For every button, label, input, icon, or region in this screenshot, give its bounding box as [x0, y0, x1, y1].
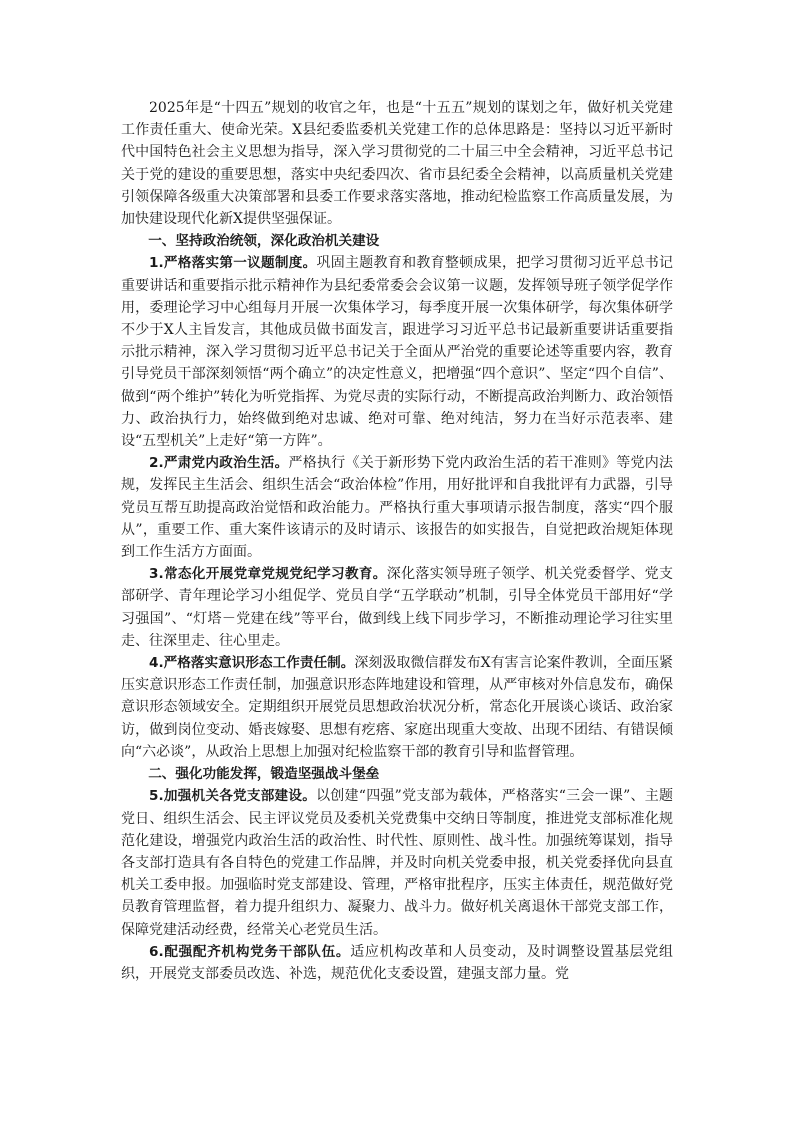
item-paragraph-3	[121, 563, 673, 652]
item-paragraph-2	[121, 452, 673, 563]
intro-paragraph: 2025年是“十四五”规划的收官之年，也是“十五五”规划的谋划之年，做好机关党建工作责任重大、使命光荣。X县纪委监委机关党建工作的总体思路是：坚持以习近平新时代中国特色社会主义思想为指导，深入学习贯彻党的二十届三中全会精神，习近平总书记关于党的建设的重要思想，落实中央纪委四次、省市县纪委全会精神，以高质量机关党建引领保障各级重大决策部署和县委工作要求落实落地，推动纪检监察工作高质量发展，为加快建设现代化新X提供坚强保证。	[121, 100, 673, 228]
item-body-4: 深刻汲取微信群发布X有害言论案件教训，全面压紧压实意识形态工作责任制，加强意识形态阵地建设和管理，从严审核对外信息发布，确保意识形态领域安全。定期组织开展党员思想政治状况分析，常态化开展谈心谈话、政治家访，做到岗位变动、婚丧嫁娶、思想有疙瘩、家庭出现重大变故、出现不团结、有错误倾向“六必谈”，从政治上思想上加强对纪检监察干部的教育引导和监督管理。	[121, 655, 674, 760]
section-heading-2: 二、强化功能发挥，锻造坚强战斗堡垒	[148, 766, 380, 783]
item-body-5: 以创建“四强”党支部为载体，严格落实“三会一课”、主题党日、组织生活会、民主评议党员及委机关党费集中交纳日等制度，推进党支部标准化规范化建设，增强党内政治生活的政治性、时代性、原则性、战斗性。加强统筹谋划，指导各支部打造具有各自特色的党建工作品牌，并及时向机关党委申报，机关党委择优向县直机关工委申报。加强临时党支部建设、管理，严格审批程序，压实主体责任，规范做好党员教育管理监督，着力提升组织力、凝聚力、战斗力。做好机关离退休干部党支部工作，保障党建活动经费，经常关心老党员生活。	[121, 788, 673, 938]
item-body-1: 巩固主题教育和教育整顿成果，把学习贯彻习近平总书记重要讲话和重要指示批示精神作为县纪委常委会会议第一议题，发挥领导班子领学促学作用，委理论学习中心组每月开展一次集体学习，每季度开展一次集体研学，每次集体研学不少于X人主旨发言，其他成员做书面发言，跟进学习习近平总书记最新重要讲话重要指示批示精神，深入学习贯彻习近平总书记关于全面从严治党的重要论述等重要内容，教育引导党员干部深刻领悟“两个确立”的决定性意义，把增强“四个意识”、坚定“四个自信”、做到“两个维护”转化为听党指挥、为党尽责的实际行动，不断提高政治判断力、政治领悟力、政治执行力，始终做到绝对忠诚、绝对可靠、绝对纯洁，努力在当好示范表率、建设“五型机关”上走好“第一方阵”。	[121, 255, 673, 450]
item-paragraph-4	[121, 652, 673, 763]
item-title-1: 1.严格落实第一议题制度。	[149, 255, 317, 272]
section-heading-1: 一、坚持政治统领，深化政治机关建设	[148, 233, 380, 250]
item-paragraph-6	[121, 941, 673, 985]
item-body-3: 深化落实领导班子领学、机关党委督学、党支部研学、青年理论学习小组促学、党员自学“五学联动”机制，引导全体党员干部用好“学习强国”、“灯塔－党建在线”等平台，做到线上线下同步学习，不断推动理论学习往实里走、往深里走、往心里走。	[121, 566, 674, 649]
item-paragraph-5	[121, 785, 673, 940]
item-title-3: 3.常态化开展党章党规党纪学习教育。	[149, 566, 387, 583]
item-body-2: 严格执行《关于新形势下党内政治生活的若干准则》等党内法规，发挥民主生活会、组织生活会“政治体检”作用，用好批评和自我批评有力武器，引导党员互帮互助提高政治觉悟和政治能力。严格执行重大事项请示报告制度，落实“四个服从”，重要工作、重大案件该请示的及时请示、该报告的如实报告，自觉把政治规矩体现到工作生活方方面面。	[121, 455, 674, 561]
item-title-4: 4.严格落实意识形态工作责任制。	[149, 655, 355, 672]
item-paragraph-1	[121, 252, 673, 452]
item-title-6: 6.配强配齐机构党务干部队伍。	[149, 943, 351, 960]
document-body	[121, 97, 673, 985]
item-title-5: 5.加强机关各党支部建设。	[149, 788, 317, 805]
item-title-2: 2.严肃党内政治生活。	[149, 455, 289, 472]
item-body-6: 适应机构改革和人员变动，及时调整设置基层党组织，开展党支部委员改选、补选，规范优化支委设置，建强支部力量。党	[121, 943, 673, 982]
